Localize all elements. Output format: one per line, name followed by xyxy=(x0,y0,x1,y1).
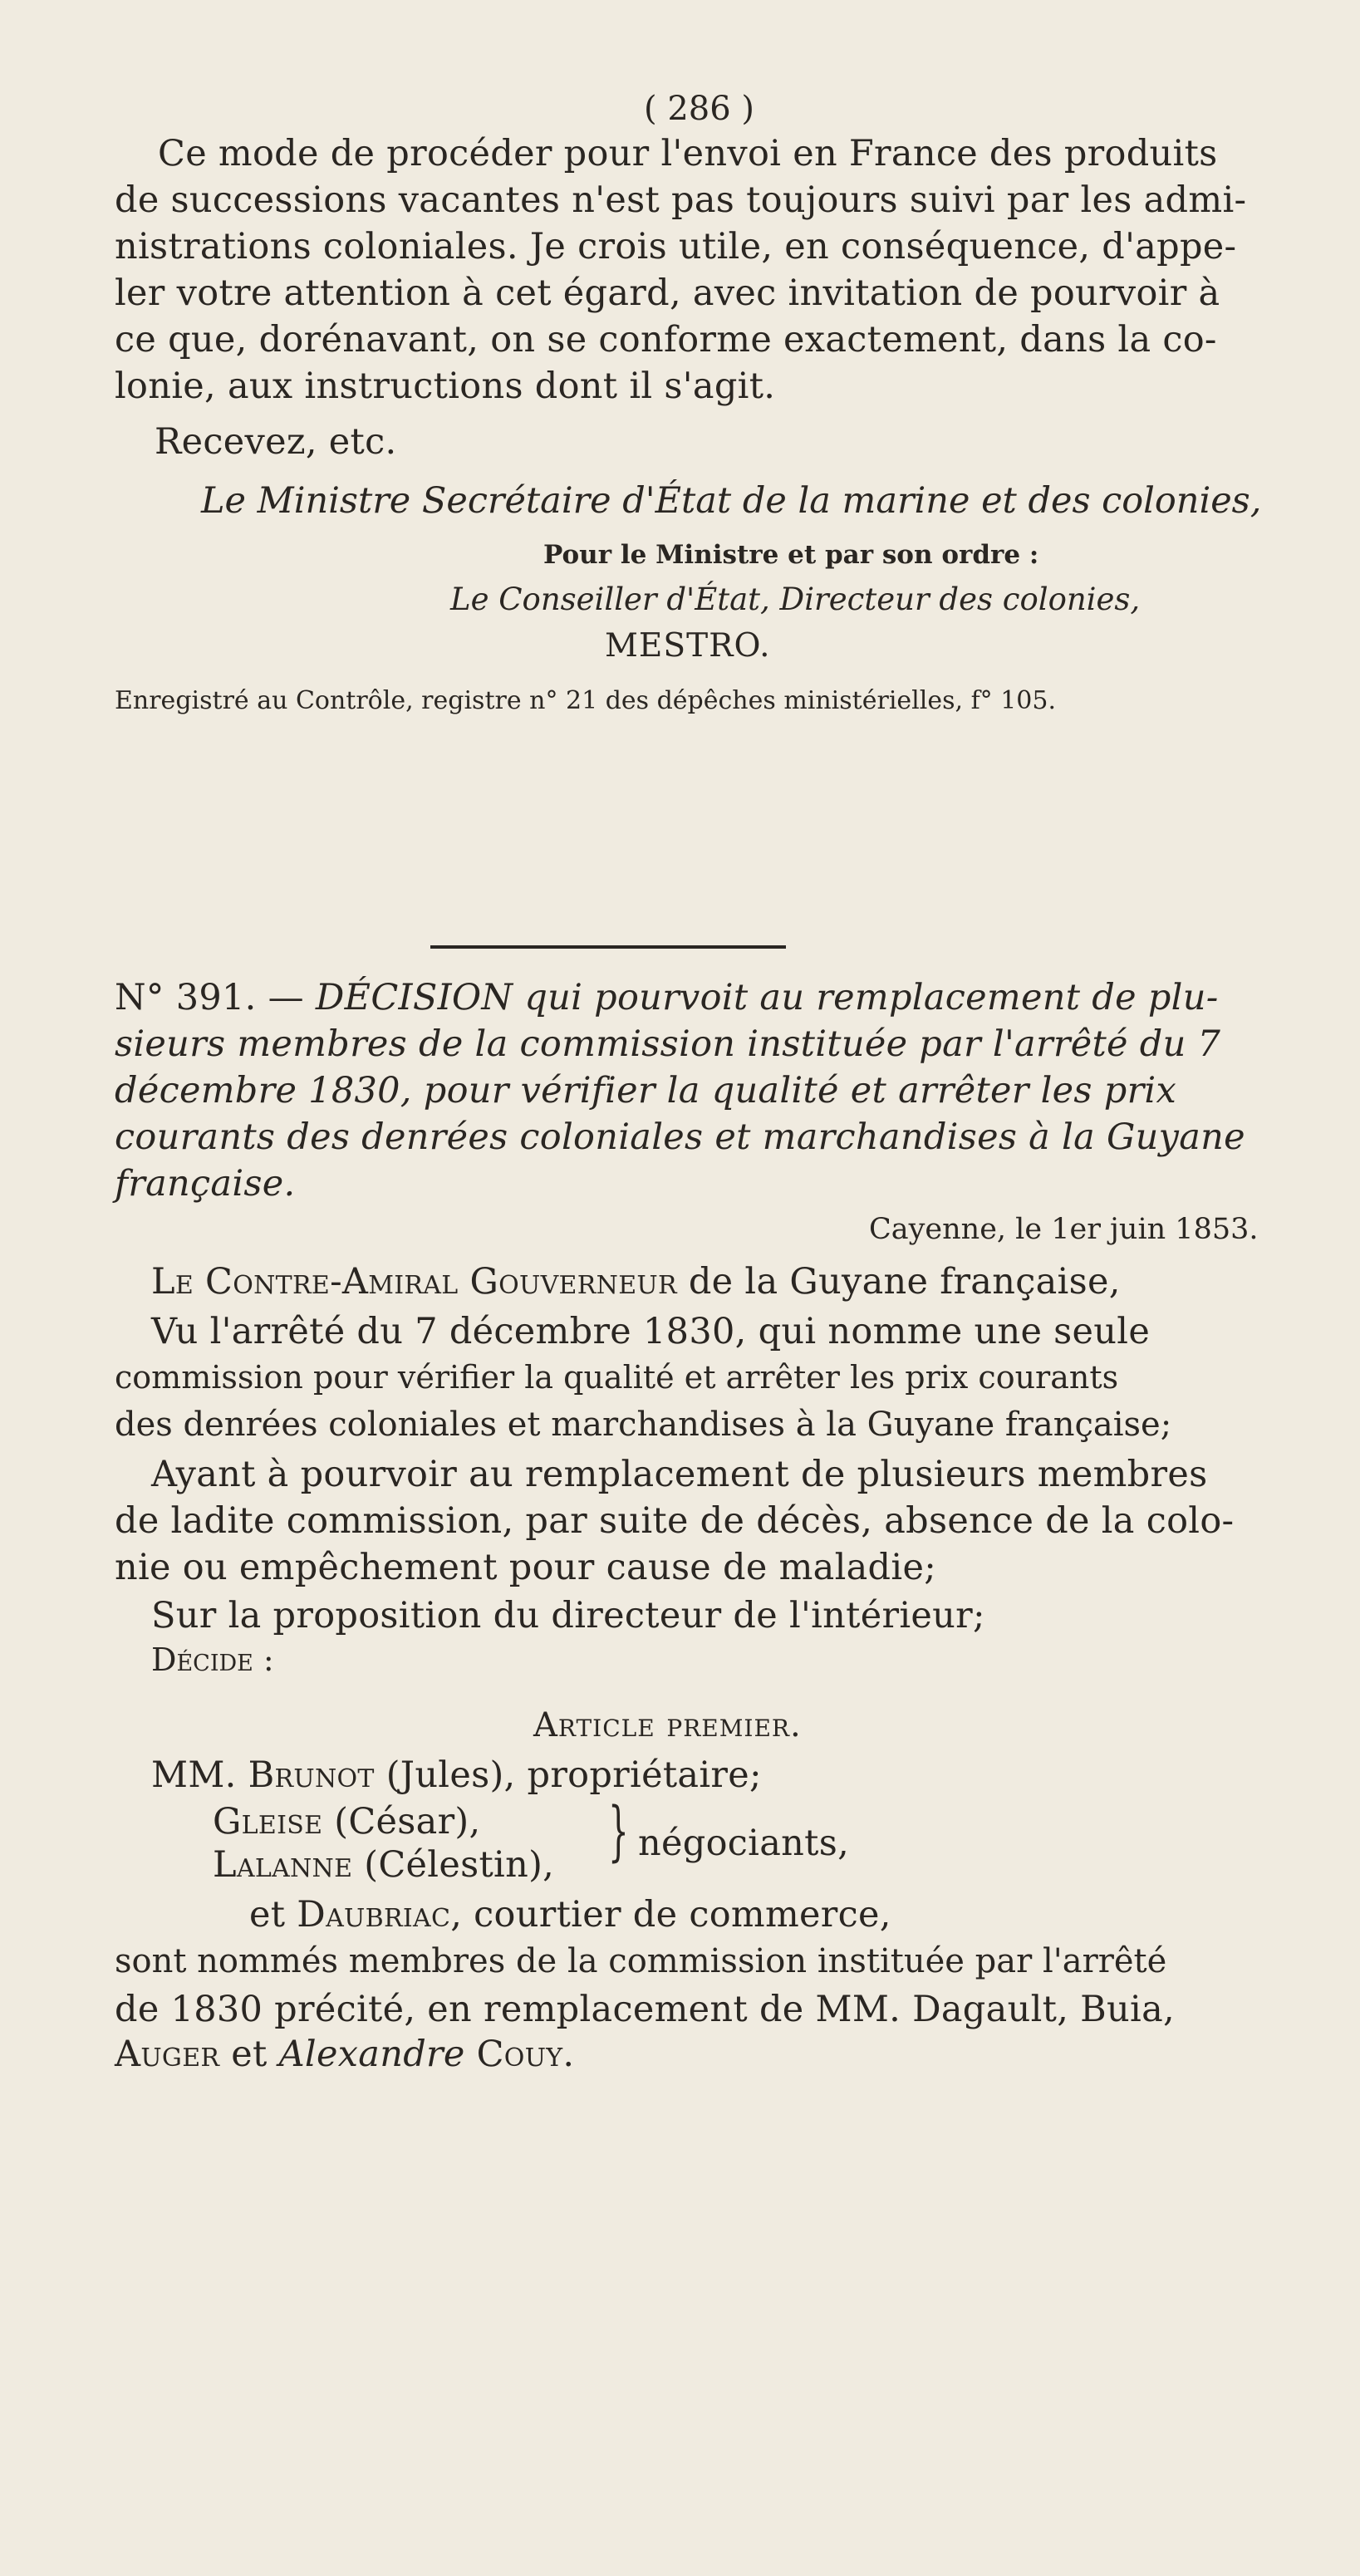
consideration-line: des denrées coloniales et marchandises à la Guyane française; xyxy=(115,1406,1172,1444)
registration-note: Enregistré au Contrôle, registre n° 21 des dépêches ministérielles, f° 105. xyxy=(115,686,1057,715)
appointee-name: Gleise xyxy=(213,1801,323,1842)
signature: MESTRO. xyxy=(605,627,771,665)
appointee-name: Daubriac xyxy=(297,1894,451,1936)
name-auger: Auger xyxy=(115,2034,220,2075)
paragraph-line: Ce mode de procéder pour l'envoi en France des produits xyxy=(158,133,1218,174)
decision-title-line: DÉCISION qui pourvoit au remplacement de plu- xyxy=(315,977,1219,1018)
consideration-line: Sur la proposition du directeur de l'intérieur; xyxy=(151,1595,985,1636)
consideration-line: commission pour vérifier la qualité et arrêter les prix courants xyxy=(115,1359,1119,1396)
appointee-detail: , courtier de commerce, xyxy=(450,1894,891,1936)
closing-line: de 1830 précité, en remplacement de MM. Dagault, Buia, xyxy=(115,1989,1175,2030)
and-label: et xyxy=(231,2034,268,2075)
consideration-line: Ayant à pourvoir au remplacement de plusieurs membres xyxy=(151,1454,1208,1495)
decides-label: Décide : xyxy=(151,1641,274,1678)
place-date: Cayenne, le 1er juin 1853. xyxy=(869,1213,1259,1246)
decision-title-line: française. xyxy=(115,1163,296,1205)
closing-formula: Recevez, etc. xyxy=(155,421,397,463)
grouping-brace: } xyxy=(608,1794,629,1869)
page-number: ( 286 ) xyxy=(644,90,754,128)
appointee-daubriac xyxy=(249,1894,891,1936)
section-divider xyxy=(430,945,786,949)
decision-title-line: décembre 1830, pour vérifier la qualité et arrêter les prix xyxy=(115,1070,1177,1111)
paragraph-line: ler votre attention à cet égard, avec invitation de pourvoir à xyxy=(115,272,1220,314)
preamble-line xyxy=(151,1261,1121,1303)
appointee-name: Lalanne xyxy=(213,1844,353,1886)
appointee-detail: (Célestin), xyxy=(364,1844,555,1886)
closing-line: sont nommés membres de la commission instituée par l'arrêté xyxy=(115,1942,1167,1980)
article-heading: Article premier. xyxy=(533,1706,802,1744)
decision-title-line: courants des denrées coloniales et marchandises à la Guyane xyxy=(115,1116,1245,1158)
decision-first-line xyxy=(115,977,1219,1018)
paragraph-line: ce que, dorénavant, on se conforme exactement, dans la co- xyxy=(115,319,1217,361)
and-label: et xyxy=(249,1894,286,1936)
appointee-detail: (César), xyxy=(334,1801,481,1842)
paragraph-line: lonie, aux instructions dont il s'agit. xyxy=(115,366,776,407)
decision-title-line: sieurs membres de la commission instituée par l'arrêté du 7 xyxy=(115,1023,1221,1065)
minister-title: Le Ministre Secrétaire d'État de la marine et des colonies, xyxy=(201,480,1262,522)
appointee-detail: (Jules), propriétaire; xyxy=(385,1754,762,1796)
paragraph-line: de successions vacantes n'est pas toujours suivi par les admi- xyxy=(115,179,1247,221)
appointee-brunot xyxy=(151,1754,762,1796)
consideration-line: Vu l'arrêté du 7 décembre 1830, qui nomme une seule xyxy=(151,1311,1151,1352)
decision-number: N° 391. — xyxy=(115,977,304,1018)
appointee-gleise xyxy=(213,1801,480,1842)
negociants-label: négociants, xyxy=(638,1823,850,1864)
governor-title: Le Contre-Amiral Gouverneur xyxy=(151,1261,677,1303)
governor-title-tail: de la Guyane française, xyxy=(688,1261,1121,1303)
closing-last-line xyxy=(115,2034,574,2075)
order-line: Pour le Ministre et par son ordre : xyxy=(543,540,1039,570)
appointee-name: Brunot xyxy=(248,1754,375,1796)
councillor-title: Le Conseiller d'État, Directeur des colonies, xyxy=(450,581,1141,617)
first-name-alexandre: Alexandre xyxy=(278,2034,465,2075)
consideration-line: nie ou empêchement pour cause de maladie; xyxy=(115,1547,936,1588)
name-couy: Couy. xyxy=(476,2034,575,2075)
appointee-lalanne xyxy=(213,1844,554,1886)
paragraph-line: nistrations coloniales. Je crois utile, en conséquence, d'appe- xyxy=(115,226,1237,267)
mm-label: MM. xyxy=(151,1754,237,1796)
consideration-line: de ladite commission, par suite de décès, absence de la colo- xyxy=(115,1500,1235,1542)
